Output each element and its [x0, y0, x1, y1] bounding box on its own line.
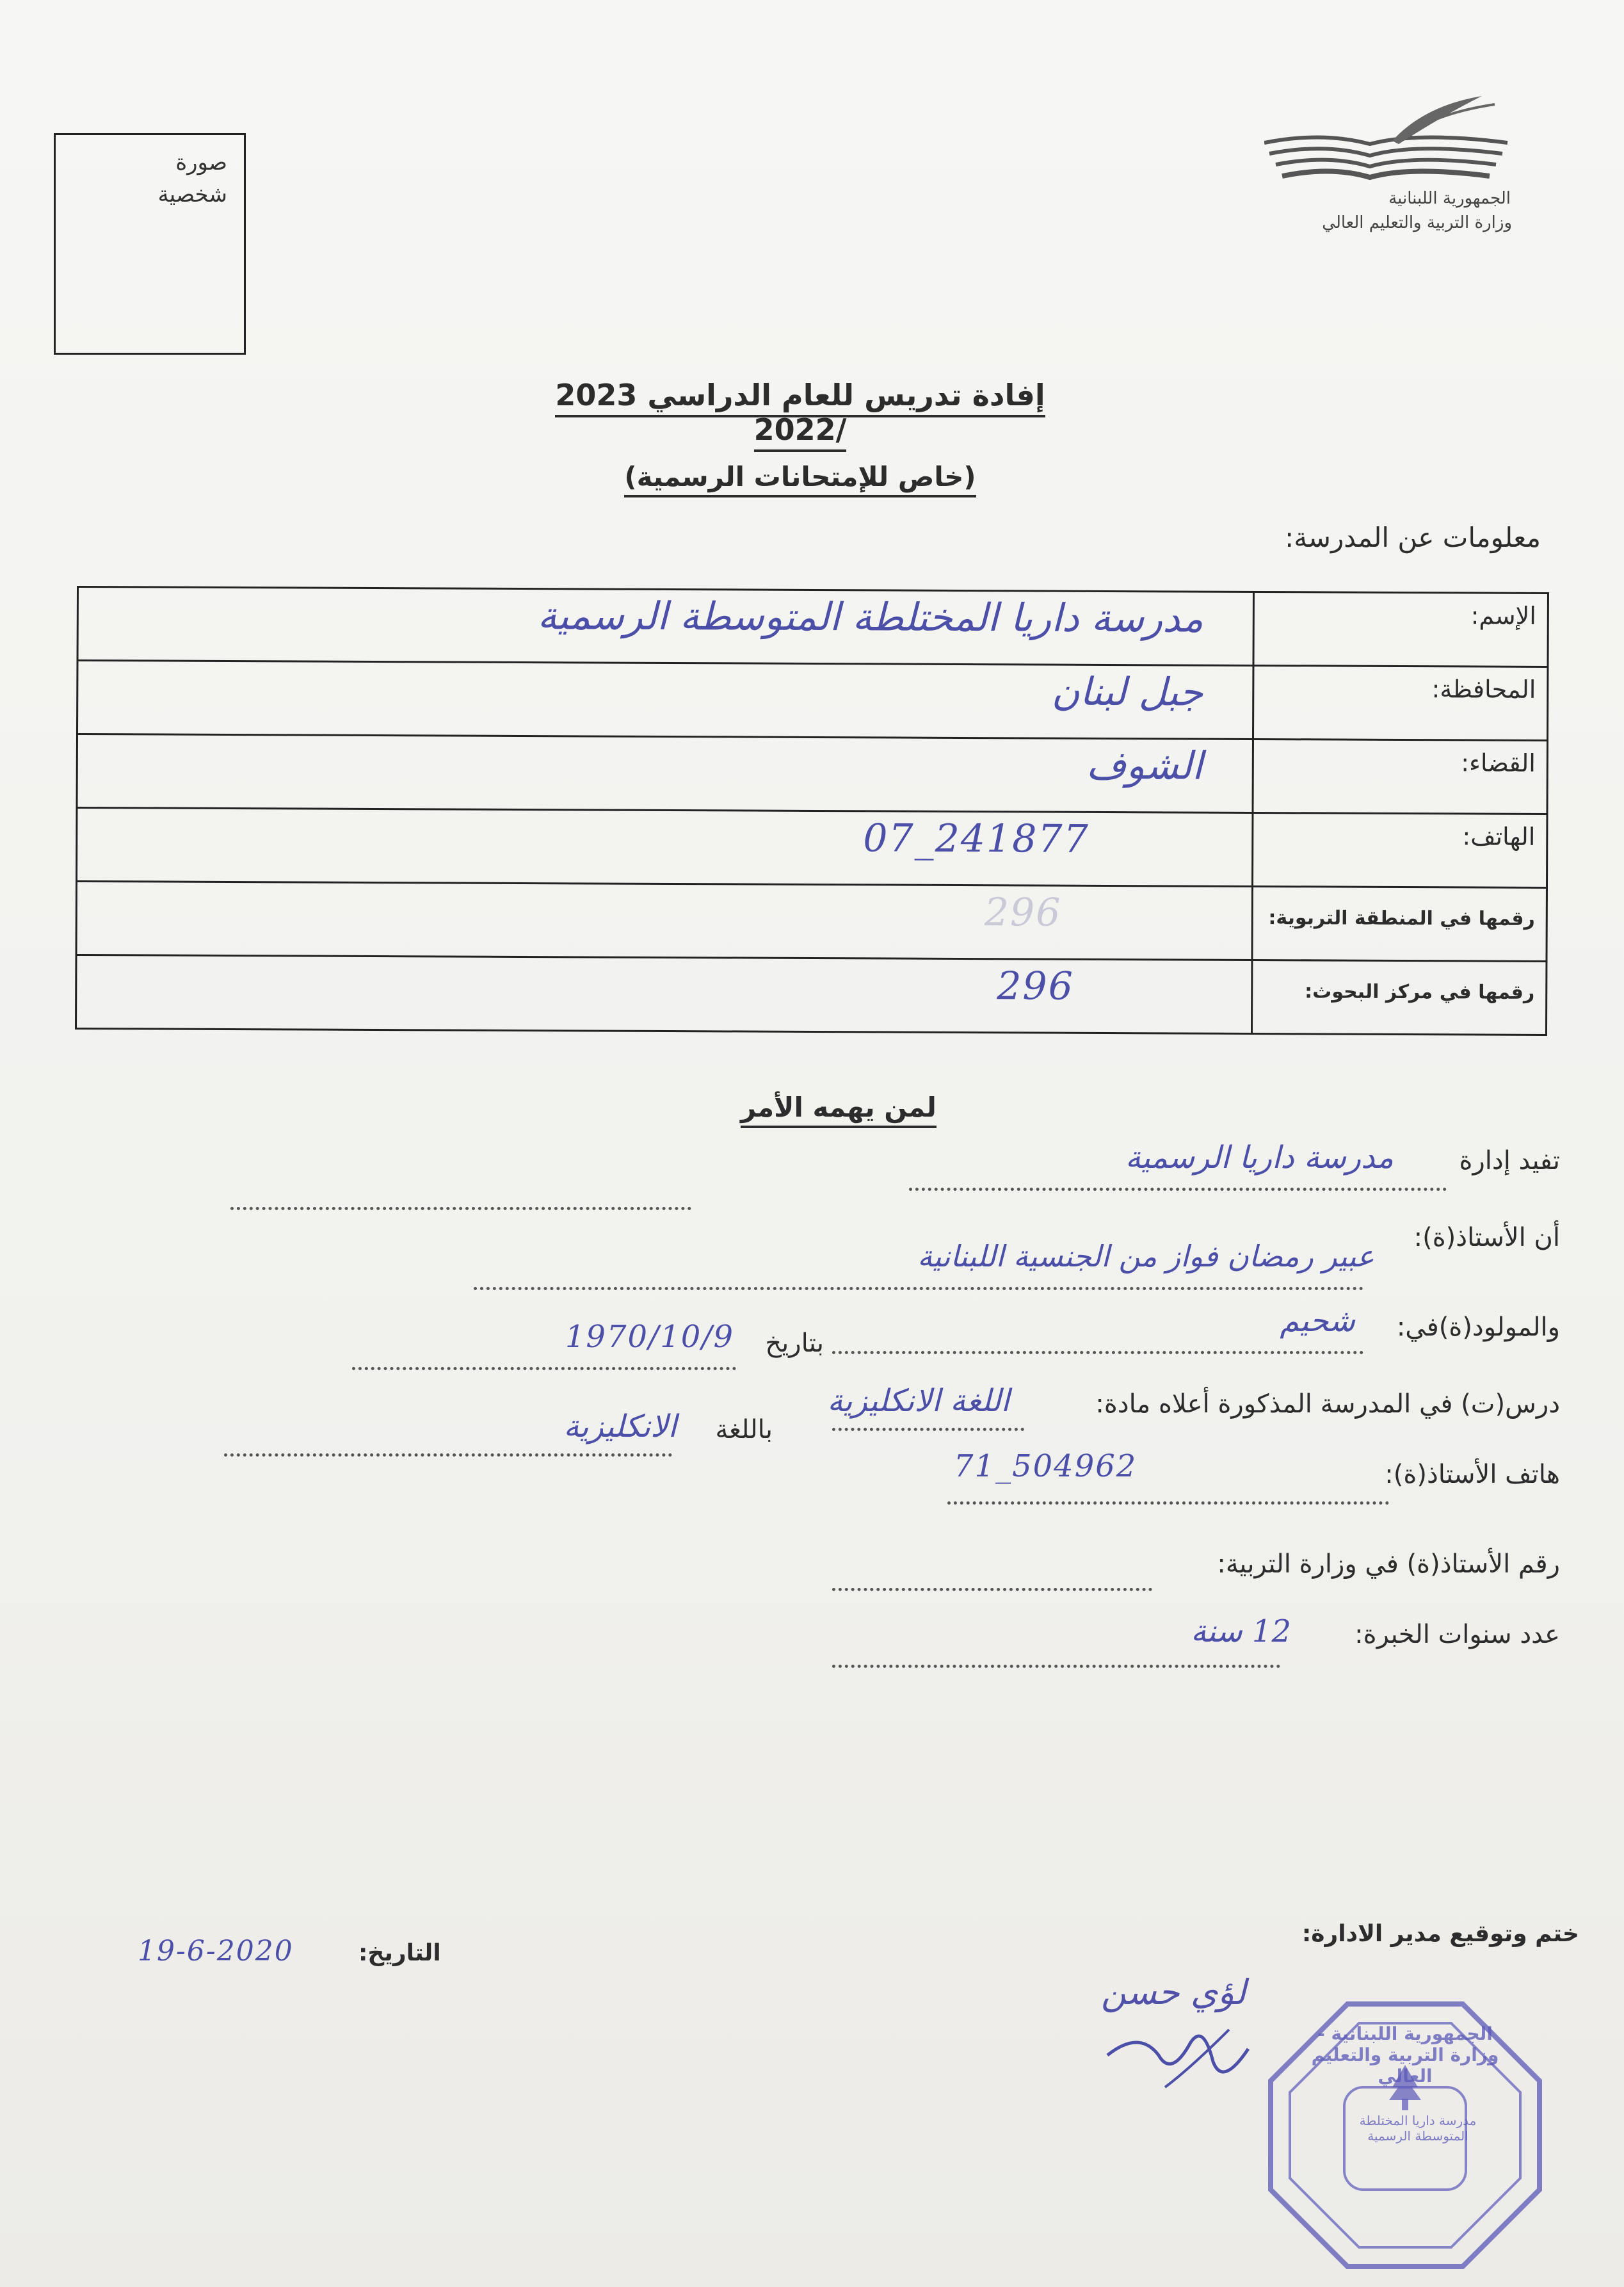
born-label: والمولود(ة)في: [1396, 1313, 1560, 1342]
document-subtitle-text: (خاص للإمتحانات الرسمية) [624, 461, 976, 497]
teacher-value: عبير رمضان فواز من الجنسية اللبنانية [917, 1239, 1374, 1273]
signature-icon [1101, 2017, 1255, 2094]
ministry-number-label: رقم الأستاذ(ة) في وزارة التربية: [1217, 1549, 1560, 1579]
date-value: 19-6-2020 [138, 1935, 294, 1968]
stamp-text: الجمهورية اللبنانية - وزارة التربية والتعليم العالي [1311, 2023, 1499, 2087]
table-row-governorate [76, 659, 1548, 729]
table-value-name: مدرسة داريا المختلطة المتوسطة الرسمية [537, 594, 1203, 642]
school-info-table [75, 586, 1549, 1034]
language-label: باللغة [715, 1415, 773, 1444]
to-whom-text: لمن يهمه الأمر [741, 1092, 937, 1128]
teacher-phone-dots [947, 1501, 1389, 1505]
born-date-label: بتاريخ [765, 1329, 824, 1358]
language-dots [224, 1453, 672, 1457]
table-label-governorate: المحافظة: [1431, 675, 1536, 704]
admin-value: مدرسة داريا الرسمية [1125, 1140, 1394, 1176]
stamp-center-text: مدرسة داريا المختلطة المتوسطة الرسمية [1359, 2113, 1477, 2144]
experience-dots [832, 1665, 1280, 1668]
signature-label: ختم وتوقيع مدير الادارة: [1301, 1921, 1579, 1947]
table-row-edu-zone-no [76, 880, 1548, 950]
photo-label-line1: صورة [175, 150, 227, 175]
table-label-phone: الهاتف: [1462, 822, 1536, 851]
born-date: 1970/10/9 [565, 1319, 734, 1355]
admin-dots [909, 1188, 1447, 1191]
school-info-heading: معلومات عن المدرسة: [1285, 522, 1541, 553]
taught-label: درس(ت) في المدرسة المذكورة أعلاه مادة: [1095, 1389, 1560, 1419]
table-label-edu-zone-no: رقمها في المنطقة التربوية: [1268, 907, 1535, 930]
personal-photo-box [54, 133, 246, 355]
admin-continuation-dots [230, 1207, 691, 1210]
table-label-name: الإسم: [1470, 601, 1536, 630]
experience-label: عدد سنوات الخبرة: [1355, 1620, 1560, 1649]
ministry-text: وزارة التربية والتعليم العالي [1322, 213, 1512, 232]
teacher-dots [474, 1287, 1363, 1290]
to-whom-heading [704, 1092, 973, 1123]
ministry-number-dots [832, 1588, 1152, 1591]
date-label: التاريخ: [358, 1940, 441, 1966]
table-value-phone: 07_241877 [863, 816, 1089, 862]
book-logo-icon [1264, 93, 1511, 195]
teacher-label: أن الأستاذ(ة): [1413, 1223, 1560, 1252]
table-value-district: الشوف [1086, 743, 1203, 789]
subject-dots [832, 1428, 1024, 1431]
table-label-research-no: رقمها في مركز البحوث: [1305, 980, 1535, 1004]
table-row-name [77, 586, 1549, 656]
table-value-research-no: 296 [997, 964, 1074, 1009]
document-title [512, 378, 1088, 447]
admin-label: تفيد إدارة [1459, 1146, 1560, 1176]
photo-box-label [99, 147, 227, 211]
table-label-district: القضاء: [1461, 748, 1536, 777]
table-value-governorate: جبل لبنان [1051, 669, 1203, 715]
teacher-phone-value: 71_504962 [954, 1448, 1138, 1484]
experience-value: 12 سنة [1191, 1613, 1291, 1649]
ministry-header [1264, 93, 1512, 232]
language-value: الانكليزية [563, 1409, 677, 1444]
teacher-phone-label: هاتف الأستاذ(ة): [1385, 1460, 1560, 1489]
table-row-phone [76, 807, 1548, 877]
document-title-text: إفادة تدريس للعام الدراسي 2023 /2022 [555, 378, 1045, 452]
table-row-research-no [75, 954, 1547, 1036]
born-place-dots [832, 1351, 1363, 1354]
table-value-edu-zone-no: 296 [984, 890, 1062, 935]
republic-text: الجمهورية اللبنانية [1388, 189, 1511, 208]
born-place: شحيم [1280, 1303, 1355, 1339]
signature-name: لؤي حسن [1101, 1972, 1246, 2012]
photo-label-line2: شخصية [157, 182, 227, 207]
born-date-dots [352, 1367, 736, 1370]
subject-value: اللغة الانكليزية [827, 1383, 1009, 1419]
document-subtitle [512, 461, 1088, 492]
table-row-district [76, 733, 1548, 803]
